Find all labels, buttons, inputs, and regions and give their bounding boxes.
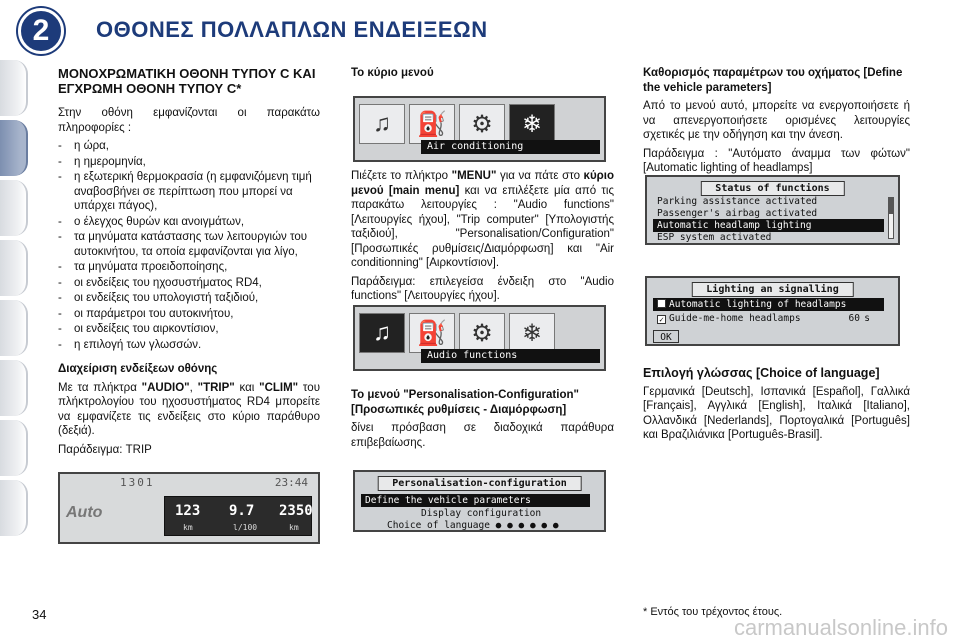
clock-readout: 23:44	[274, 476, 308, 489]
section-heading: Καθορισμός παραμέτρων του οχήματος [Define the vehicle parameters]	[643, 67, 903, 94]
column-3	[643, 66, 910, 180]
page-number: 34	[32, 607, 47, 622]
text-span: του πλήκτρολογίου του ηχοσυστήματος RD4 μπορείτε να εμφανίζετε τις ενδείξεις στο κύριο παράθυρο (δεξιά).	[58, 381, 320, 437]
list-item: Passenger's airbag activated	[657, 208, 818, 219]
column-2-text	[351, 169, 614, 308]
trip-computer-icon: ⛽	[409, 104, 455, 144]
list-item: - η εξωτερική θερμοκρασία (η εμφανιζόμενη τιμή αναβοσβήνει σε περίπτωση που μπορεί να υπάρχει πάγος),	[58, 170, 320, 214]
key-menu: "MENU"	[451, 170, 497, 182]
sub-heading: Διαχείριση ενδείξεων οθόνης	[58, 363, 218, 375]
section-heading: Το κύριο μενού	[351, 67, 434, 79]
lighting-signalling-screen	[645, 276, 900, 346]
row-label: Automatic lighting of headlamps	[669, 299, 847, 310]
intro-text: Στην οθόνη εμφανίζονται οι παρακάτω πληροφορίες :	[58, 107, 320, 134]
trip-computer-icon: ⛽	[409, 313, 455, 353]
air-conditioning-icon: ❄	[509, 313, 555, 353]
sub-heading: Το μενού "Personalisation-Configuration" [Προσωπικές ρυθμίσεις - Διαμόρφωση]	[351, 389, 579, 416]
text-span: και να επιλέξετε μία από τις παρακάτω λειτουργίες : "Audio functions" [Λειτουργίες ήχου], "Trip computer" [Υπολογιστής ταξιδιού], "Personalisation/Configuration" [Προσωπικές ρυθμίσεις/Διαμόρφωση] και "Air conditionning" [Αιρκοντίσιον].	[351, 184, 614, 269]
trip-unit: l/100	[233, 523, 258, 532]
column-1	[58, 66, 320, 461]
trip-label: Auto	[66, 504, 103, 521]
list-item: - η ημερομηνία,	[58, 155, 320, 170]
pc-menu-text: δίνει πρόσβαση σε διαδοχικά παράθυρα επιβεβαίωσης.	[351, 422, 614, 449]
screen-title: Status of functions	[700, 181, 844, 196]
chapter-tab	[0, 240, 28, 296]
info-list	[58, 139, 320, 352]
section-heading: ΜΟΝΟΧΡΩΜΑΤΙΚΗ ΟΘΟΝΗ ΤΥΠΟΥ C ΚΑΙ ΕΓΧΡΩΜΗ ΟΘΟΝΗ ΤΥΠΟΥ C*	[58, 66, 316, 96]
display-management-text	[58, 381, 320, 439]
trip-panel	[164, 496, 312, 536]
main-menu-term: κύριο μενού [main menu]	[351, 170, 614, 197]
air-conditioning-icon: ❄	[509, 104, 555, 144]
trip-unit: km	[183, 523, 193, 532]
watermark: carmanualsonline.info	[733, 615, 948, 640]
key-clim: "CLIM"	[259, 381, 299, 394]
text-span: Πιέζετε το πλήκτρο	[351, 170, 452, 182]
column-2-bottom-text	[351, 388, 614, 454]
text-span: για να πάτε στο	[496, 170, 584, 182]
audio-functions-icon: ♫	[359, 313, 405, 353]
scrollbar	[888, 197, 894, 239]
duration-value: 60	[848, 313, 860, 324]
text-span: και	[234, 381, 260, 394]
list-item: - οι ενδείξεις του ηχοσυστήματος RD4,	[58, 276, 320, 291]
row-label: Guide-me-home headlamps	[669, 313, 801, 324]
example-text: Παράδειγμα: επιλεγείσα ένδειξη στο "Audio functions" [Λειτουργίες ήχου].	[351, 275, 614, 302]
trip-value: 123	[175, 503, 201, 519]
chapter-tab	[0, 420, 28, 476]
personalisation-screen	[353, 470, 606, 532]
trip-unit: km	[289, 523, 299, 532]
trip-display-screen	[58, 472, 320, 544]
list-item: - τα μηνύματα κατάστασης των λειτουργιών του αυτοκινήτου, τα οποία εμφανίζονται για λίγο,	[58, 230, 320, 259]
example-text: Παράδειγμα : "Αυτόματο άναμμα των φώτων" [Automatic lighting of headlamps]	[643, 147, 910, 174]
column-3-bottom	[643, 366, 910, 447]
checkbox-icon	[657, 299, 666, 308]
list-item: Choice of language ● ● ● ● ● ●	[387, 520, 559, 531]
list-item: - οι παράμετροι του αυτοκινήτου,	[58, 307, 320, 322]
radio-frequency: 1301	[120, 476, 155, 489]
chapter-tabs	[0, 60, 34, 580]
list-item: - τα μηνύματα προειδοποίησης,	[58, 260, 320, 275]
list-item: ESP system activated	[657, 232, 772, 243]
chapter-tab	[0, 480, 28, 536]
list-item: Display configuration	[421, 508, 542, 519]
list-item: Define the vehicle parameters	[361, 494, 590, 507]
example-text: Παράδειγμα: TRIP	[58, 443, 152, 456]
list-item	[653, 312, 884, 325]
menu-selection-bar: Air conditioning	[421, 140, 600, 154]
screen-title: Personalisation-configuration	[377, 476, 582, 491]
menu-selection-bar: Audio functions	[421, 349, 600, 363]
main-menu-screen-audio	[353, 305, 606, 371]
list-item: - οι ενδείξεις του υπολογιστή ταξιδιού,	[58, 291, 320, 306]
chapter-tab	[0, 60, 28, 116]
list-item: - η επιλογή των γλωσσών.	[58, 338, 320, 353]
chapter-badge: 2	[18, 8, 64, 54]
personalisation-icon: ⚙	[459, 104, 505, 144]
chapter-tab	[0, 180, 28, 236]
column-2	[351, 66, 614, 85]
list-item: - οι ενδείξεις του αιρκοντίσιον,	[58, 322, 320, 337]
text-span: ,	[189, 381, 198, 394]
chapter-tab	[0, 360, 28, 416]
ok-button: OK	[653, 330, 679, 343]
main-menu-text	[351, 169, 614, 271]
language-text: Γερμανικά [Deutsch], Ισπανικά [Español], Γαλλικά [Français], Αγγλικά [English], Ιταλικά [Italiano], Ολλανδικά [Nederlands], Πορτογαλικά [Português] και Βραζιλιάνικα [Português-Brasil].	[643, 385, 910, 441]
sub-heading: Επιλογή γλώσσας [Choice of language]	[643, 366, 880, 380]
list-item: - η ώρα,	[58, 139, 320, 154]
duration-unit: s	[864, 313, 870, 324]
page-title: ΟΘΟΝΕΣ ΠΟΛΛΑΠΛΩΝ ΕΝΔΕΙΞΕΩΝ	[96, 17, 488, 42]
key-trip: "TRIP"	[197, 381, 235, 394]
chapter-tab	[0, 300, 28, 356]
trip-value: 9.7	[229, 503, 255, 519]
audio-functions-icon: ♫	[359, 104, 405, 144]
footnote: * Εντός του τρέχοντος έτους.	[643, 606, 783, 618]
vehicle-params-text: Από το μενού αυτό, μπορείτε να ενεργοποιήσετε ή να απενεργοποιήσετε ορισμένες λειτουργίες σχετικές με την οδήγηση και την άνεση.	[643, 100, 910, 141]
trip-value: 2350	[279, 503, 313, 519]
checked-checkbox-icon: ✓	[657, 315, 666, 324]
list-item: Parking assistance activated	[657, 196, 818, 207]
main-menu-screen-air	[353, 96, 606, 162]
key-audio: "AUDIO"	[141, 381, 190, 394]
list-item: Automatic headlamp lighting	[653, 219, 884, 232]
text-span: Με τα πλήκτρα	[58, 381, 142, 394]
screen-title: Lighting an signalling	[691, 282, 853, 297]
list-item	[653, 298, 884, 311]
personalisation-icon: ⚙	[459, 313, 505, 353]
list-item: - ο έλεγχος θυρών και ανοιγμάτων,	[58, 215, 320, 230]
status-functions-screen	[645, 175, 900, 245]
chapter-tab-active	[0, 120, 28, 176]
